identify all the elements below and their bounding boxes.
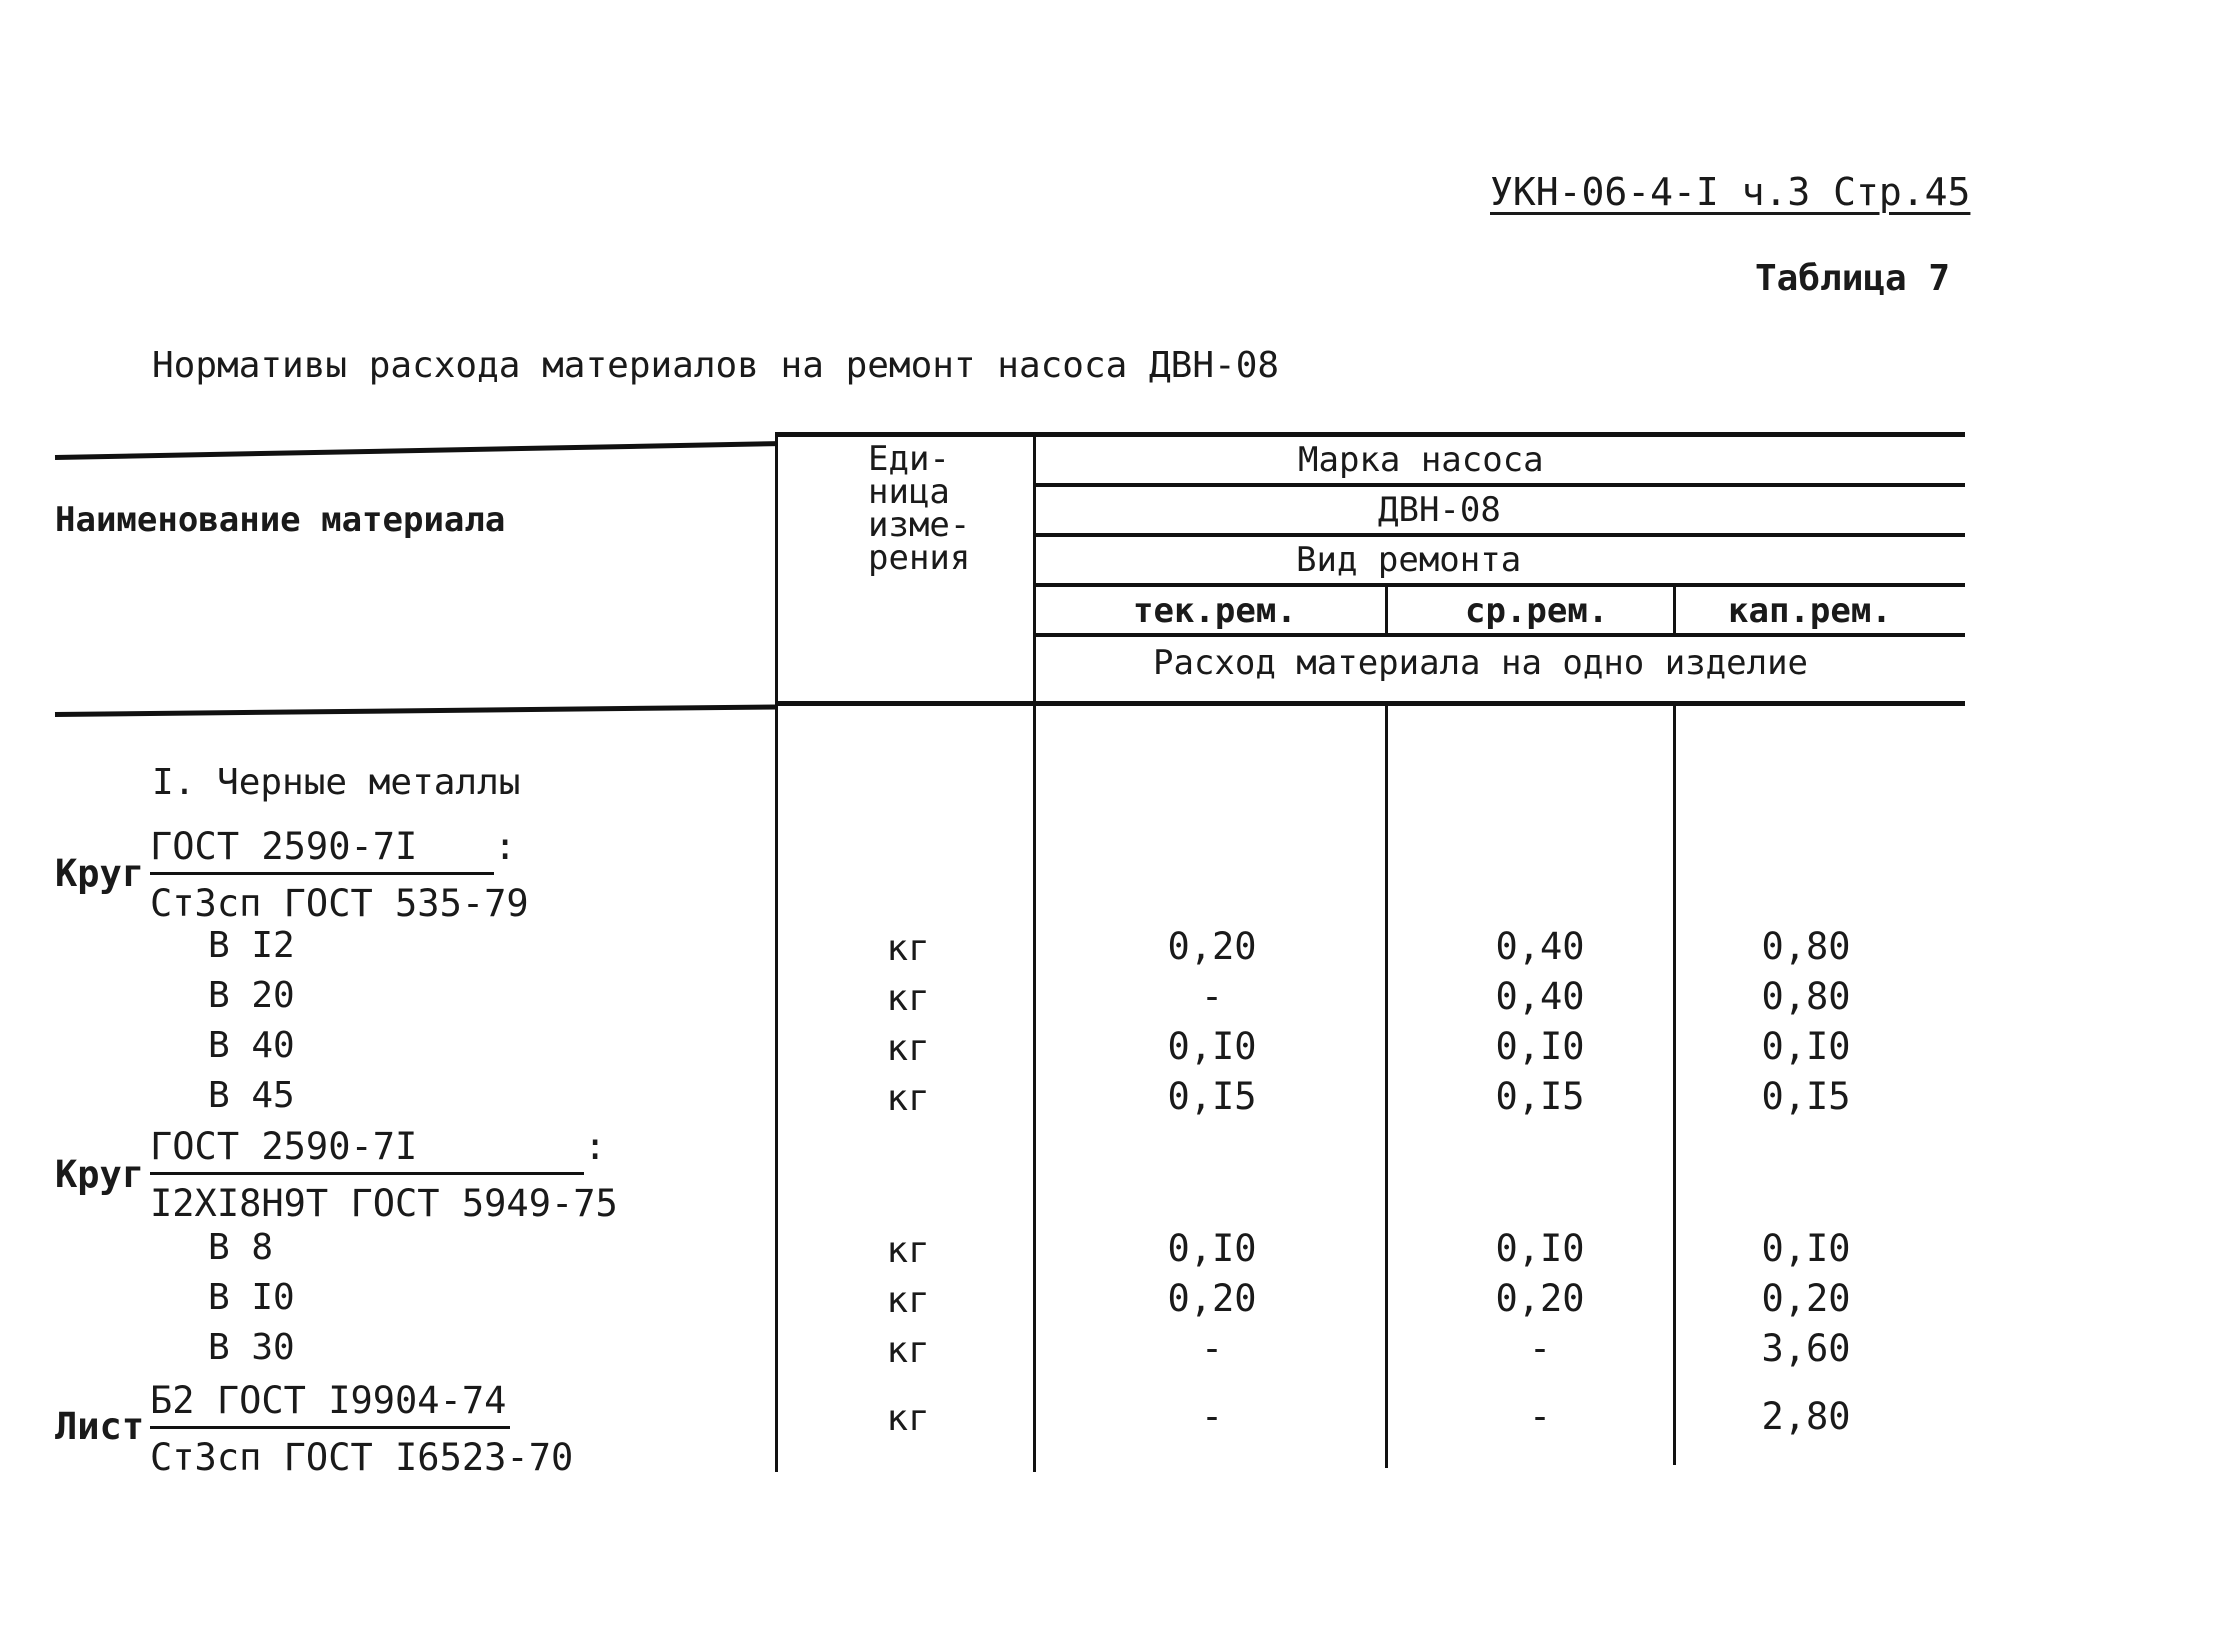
material-group-word: Круг (55, 1153, 145, 1196)
row-value-current: - (1200, 1395, 1224, 1438)
material-group-spec (150, 1122, 618, 1229)
header-unit-line: Еди- (868, 439, 950, 479)
spec-colon: : (494, 825, 517, 868)
row-unit: кг (886, 1330, 930, 1371)
header-unit-line: изме- (868, 505, 971, 545)
row-value-medium: 0,I0 (1495, 1025, 1585, 1068)
material-group-spec (150, 822, 529, 929)
row-name: В 20 (208, 975, 295, 1016)
row-value-capital: 0,20 (1761, 1277, 1851, 1320)
row-value-medium: - (1528, 1327, 1552, 1370)
header-repair-capital: кап.рем. (1728, 591, 1892, 631)
row-unit: кг (886, 1398, 930, 1439)
row-value-capital: 0,80 (1761, 975, 1851, 1018)
row-unit: кг (886, 1028, 930, 1069)
header-unit-line: ница (868, 472, 950, 512)
table-top-rule (775, 432, 1965, 437)
spec-colon: : (584, 1125, 607, 1168)
header-pump-model: ДВН-08 (1378, 490, 1501, 530)
table-title: Нормативы расхода материалов на ремонт насоса ДВН-08 (152, 345, 1280, 386)
col-divider-tek-sr-body (1385, 703, 1388, 1468)
col-divider-tek-sr (1385, 585, 1388, 635)
spec-top: Б2 ГОСТ I9904-74 (150, 1376, 510, 1429)
repairs-rule (1035, 633, 1965, 637)
col-divider-sr-kap (1673, 585, 1676, 635)
row-value-medium: 0,20 (1495, 1277, 1585, 1320)
row-value-capital: 0,80 (1761, 925, 1851, 968)
row-value-capital: 0,I0 (1761, 1025, 1851, 1068)
col-divider-name-unit (775, 432, 778, 1472)
spec-top: ГОСТ 2590-7I (150, 1122, 584, 1175)
header-repair-medium: ср.рем. (1465, 591, 1609, 631)
brand-rule (1035, 483, 1965, 487)
header-repair-current: тек.рем. (1133, 591, 1297, 631)
row-name: В I0 (208, 1277, 295, 1318)
header-unit (868, 439, 971, 578)
row-unit: кг (886, 1078, 930, 1119)
row-value-current: - (1200, 975, 1224, 1018)
spec-bottom: Ст3сп ГОСТ 535-79 (150, 882, 529, 925)
row-value-current: - (1200, 1327, 1224, 1370)
row-name: В 8 (208, 1227, 274, 1268)
row-value-capital: 0,I5 (1761, 1075, 1851, 1118)
table-number: Таблица 7 (1755, 258, 1951, 299)
spec-top: ГОСТ 2590-7I (150, 822, 494, 875)
material-group-word: Круг (55, 852, 145, 895)
row-value-medium: - (1528, 1395, 1552, 1438)
document-reference: УКН-06-4-I ч.3 Стр.45 (1490, 170, 1971, 214)
row-value-current: 0,I0 (1167, 1227, 1257, 1270)
header-repair-type: Вид ремонта (1296, 540, 1522, 580)
spec-bottom: Ст3сп ГОСТ I6523-70 (150, 1436, 574, 1479)
row-value-capital: 2,80 (1761, 1395, 1851, 1438)
section-title: I. Черные металлы (152, 762, 521, 803)
header-bottom-rule-left (55, 704, 777, 717)
spec-bottom: I2XI8H9T ГОСТ 5949-75 (150, 1182, 618, 1225)
col-divider-sr-kap-body (1673, 703, 1676, 1465)
row-unit: кг (886, 1230, 930, 1271)
header-pump-brand: Марка насоса (1298, 440, 1544, 480)
row-value-current: 0,I0 (1167, 1025, 1257, 1068)
row-value-medium: 0,40 (1495, 975, 1585, 1018)
row-value-current: 0,20 (1167, 1277, 1257, 1320)
row-unit: кг (886, 928, 930, 969)
row-unit: кг (886, 1280, 930, 1321)
header-consumption: Расход материала на одно изделие (1153, 643, 1809, 683)
row-value-capital: 0,I0 (1761, 1227, 1851, 1270)
row-value-current: 0,I5 (1167, 1075, 1257, 1118)
row-unit: кг (886, 978, 930, 1019)
row-value-current: 0,20 (1167, 925, 1257, 968)
col-divider-unit-values (1033, 432, 1036, 1472)
header-material-name: Наименование материала (55, 500, 506, 540)
row-name: В 30 (208, 1327, 295, 1368)
header-unit-line: рения (868, 538, 971, 578)
table-top-rule-left (55, 441, 777, 460)
row-value-medium: 0,40 (1495, 925, 1585, 968)
row-value-medium: 0,I5 (1495, 1075, 1585, 1118)
repair-type-rule (1035, 583, 1965, 587)
row-name: В 40 (208, 1025, 295, 1066)
row-name: В I2 (208, 925, 295, 966)
material-group-word: Лист (55, 1405, 145, 1448)
header-bottom-rule (775, 701, 1965, 706)
row-value-capital: 3,60 (1761, 1327, 1851, 1370)
row-value-medium: 0,I0 (1495, 1227, 1585, 1270)
material-group-spec (150, 1376, 573, 1483)
row-name: В 45 (208, 1075, 295, 1116)
model-rule (1035, 533, 1965, 537)
